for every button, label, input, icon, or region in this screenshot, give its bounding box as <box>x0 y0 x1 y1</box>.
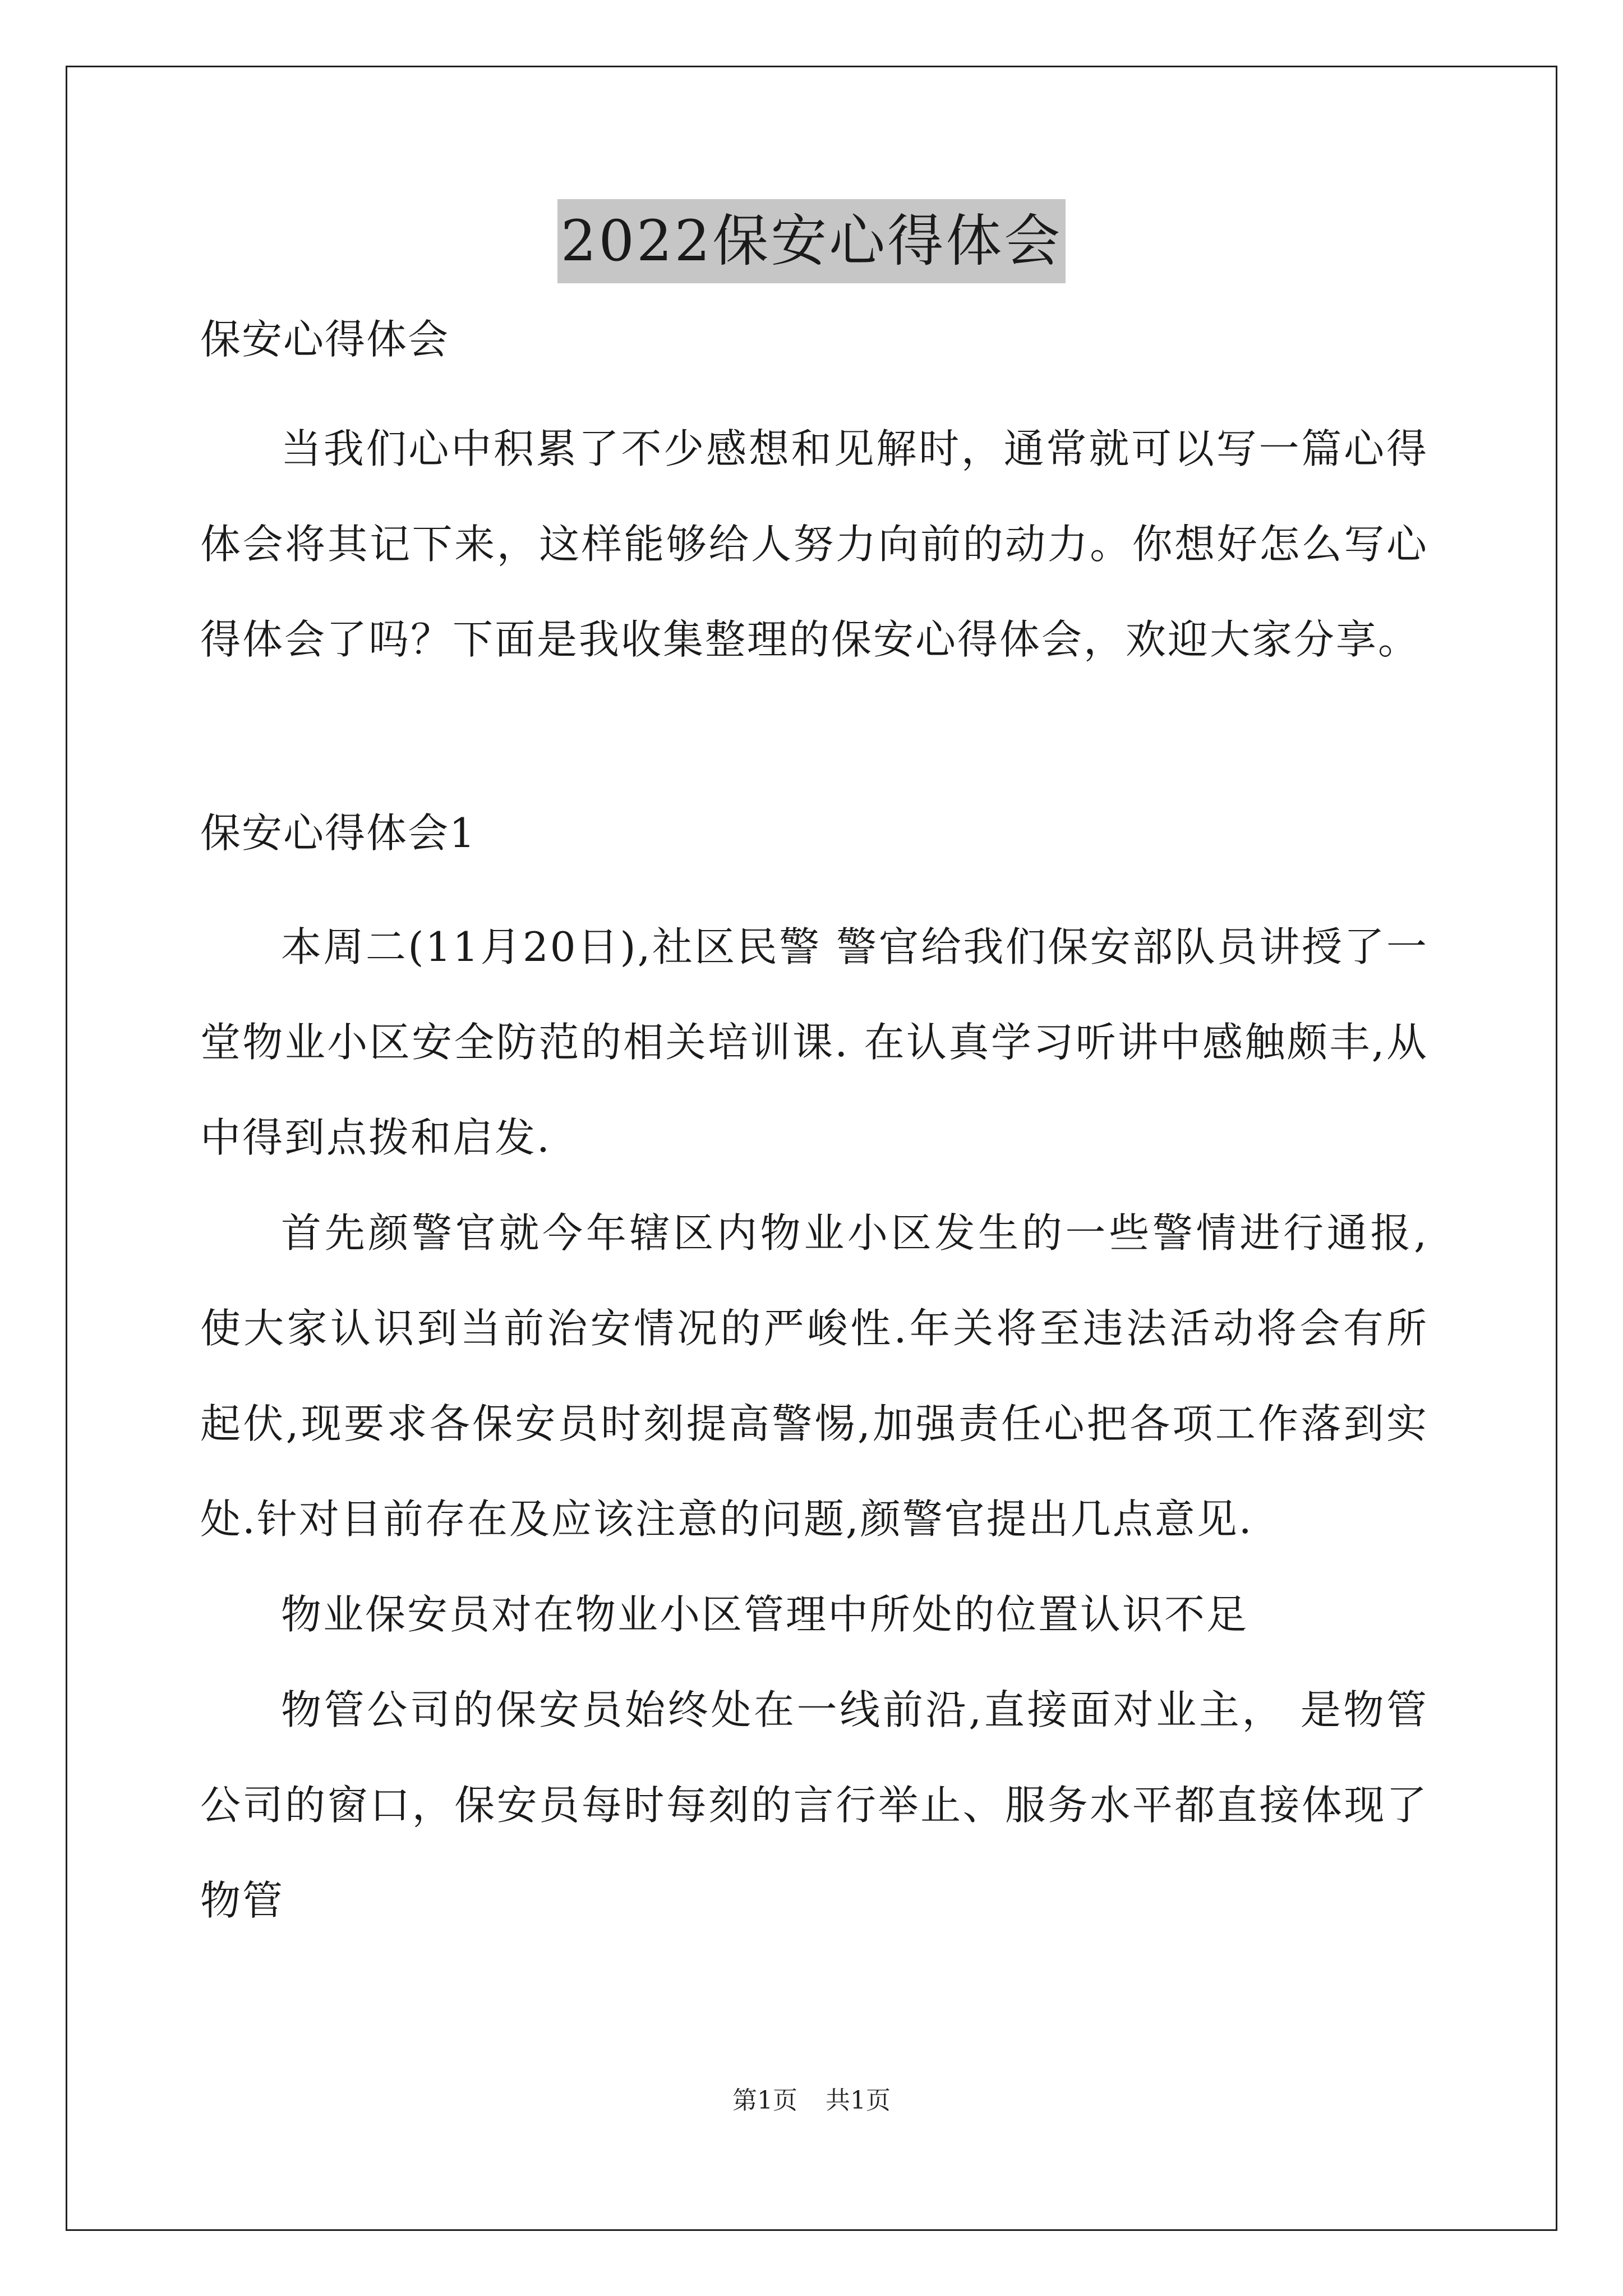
document-body <box>200 311 1428 1948</box>
page-number-total: 共1页 <box>826 2086 891 2115</box>
body-paragraph: 首先颜警官就今年辖区内物业小区发生的一些警情进行通报,使大家认识到当前治安情况的严峻性.年关将至违法活动将会有所起伏,现要求各保安员时刻提高警惕,加强责任心把各项工作落到实处.针对目前存在及应该注意的问题,颜警官提出几点意见. <box>200 1209 1428 1543</box>
section-heading-main: 保安心得体会 <box>200 316 450 363</box>
body-paragraph: 本周二(11月20日),社区民警 警官给我们保安部队员讲授了一堂物业小区安全防范的相关培训课. 在认真学习听讲中感触颇丰,从中得到点拨和启发. <box>200 923 1428 1161</box>
body-paragraph: 物管公司的保安员始终处在一线前沿,直接面对业主， 是物管公司的窗口，保安员每时每刻的言行举止、服务水平都直接体现了物管 <box>200 1686 1428 1924</box>
document-title: 2022保安心得体会 <box>557 199 1066 283</box>
body-paragraph: 物业保安员对在物业小区管理中所处的位置认识不足 <box>281 1591 1249 1638</box>
section-heading-1: 保安心得体会1 <box>200 809 476 857</box>
page-number-current: 第1页 <box>732 2086 797 2115</box>
title-container <box>0 199 1623 283</box>
intro-paragraph: 当我们心中积累了不少感想和见解时，通常就可以写一篇心得体会将其记下来，这样能够给人努力向前的动力。你想好怎么写心得体会了吗？下面是我收集整理的保安心得体会，欢迎大家分享。 <box>200 425 1428 663</box>
page-footer <box>0 2084 1623 2118</box>
